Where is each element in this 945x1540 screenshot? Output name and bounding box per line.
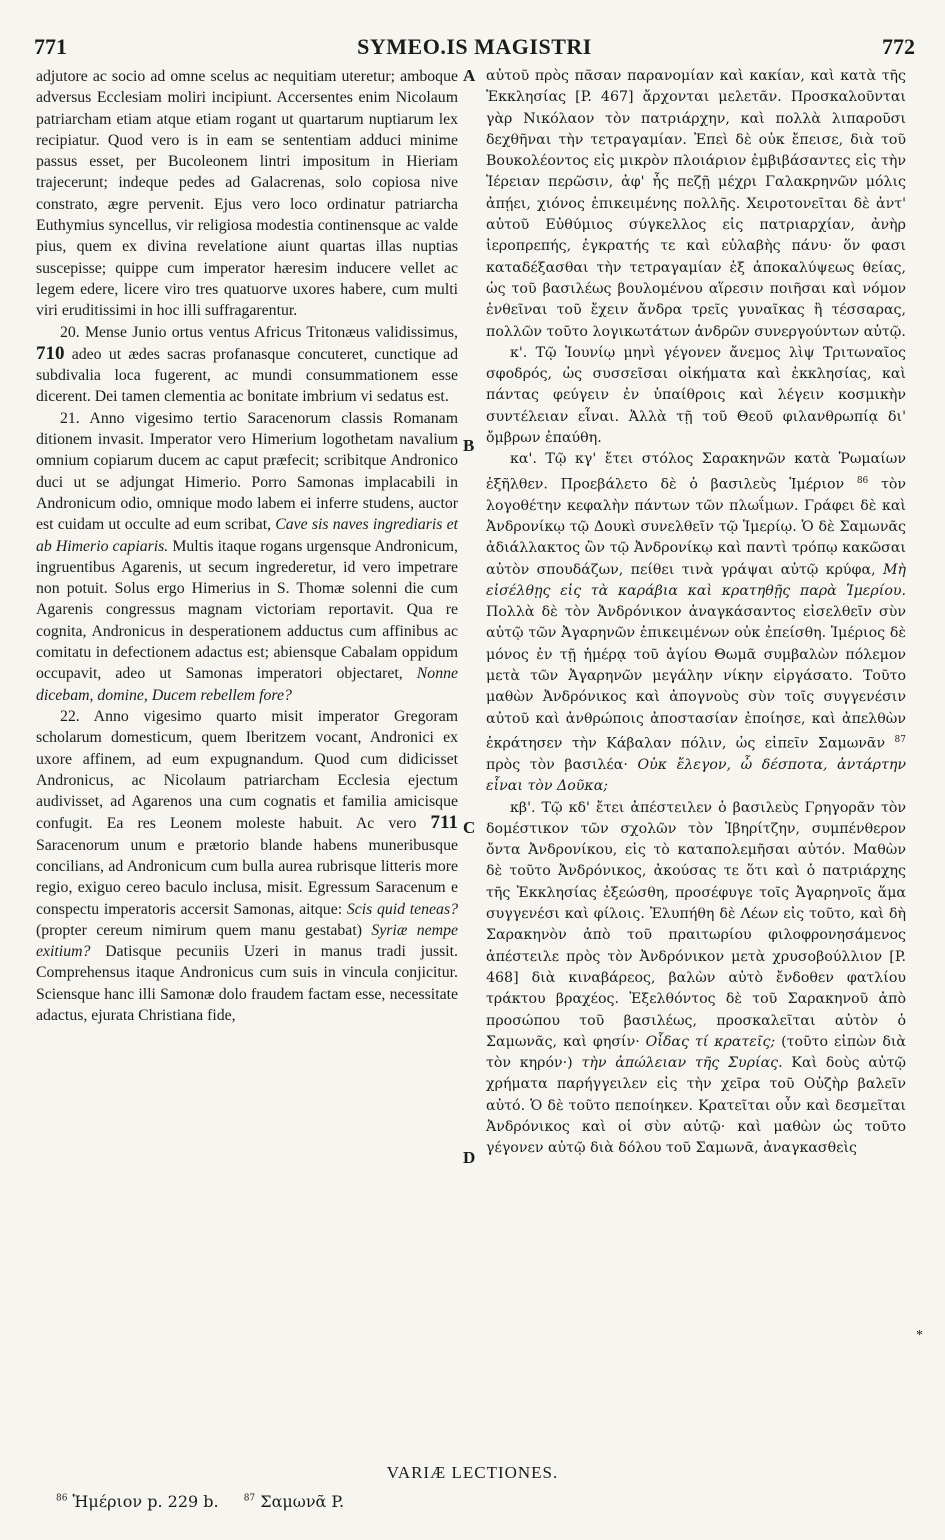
margin-asterisk: *: [916, 1328, 923, 1343]
variae-lectiones-heading: VARIÆ LECTIONES.: [386, 1463, 559, 1482]
greek-paragraph-1: αὐτοῦ πρὸς πᾶσαν παρανομίαν καὶ κακίαν, καὶ κατὰ τῆς Ἐκκλησίας [P. 467] ἄρχονται μελετᾶν. Προσκαλοῦνται γὰρ Νικόλαον τὸν πατριάρχην, καὶ πολλὰ λιπαροῦσι δεχθῆναι τὴν τετραγαμίαν. Ἐπεὶ δὲ οὐκ ἔπεισε, διὰ τοῦ Βουκολέοντος εἰς μικρὸν πλοιάριον ἐμβιβάσαντες εἰς τὴν Ἱέρειαν περῶσιν, ἀφ' ἧς πεζῇ μέχρι Γαλακρηνῶν μόλις ἀπῄει, χιόνος ἐπικειμένης πολλῆς. Χειροτονεῖται δὲ ἀντ' αὐτοῦ Εὐθύμιος σύγκελλος εἰς πατριαρχίαν, ἀνὴρ ἱεροπρεπής, ἐγκρατής τε καὶ εὐλαβὴς πάνυ· ὅν φασι καταδέξασθαι τὴν τετραγαμίαν ἐξ ἀποκαλύψεως θείας, ὡς τοῦ βασιλέως βουλομένου αἵρεσιν ποιῆσαι καὶ νόμον ἐνθεῖναι τοῦ ἔχειν ἄνδρα τρεῖς γυναῖκας ἢ τέσσαρας, πολλῶν τοῦτο λογικωτάτων ἀνδρῶν συνεργούντων αὐτῷ.: [486, 68, 906, 340]
latin-paragraph-22: [36, 706, 458, 1026]
greek-p22-quote-2: τὴν ἀπώλειαν τῆς Συρίας.: [581, 1055, 783, 1072]
latin-p22-text-a: 22. Anno vigesimo quarto misit imperator Gregoram scholarum domesticum, quem Iberitzem vocant, Andronici ex uxore affinem, ad eum expugnandum. Quod cum didicisset Andronicus, ac Nicolaum patriarcham Ecclesia ejectum audivisset, ad Agarenos una cum cognatis et familia amicisque confugit. Ea res Leonem moleste habuit. Ac vero: [36, 707, 458, 833]
latin-p22-text-c: (propter cereum nimirum quem manu gestabat): [36, 921, 362, 939]
latin-paragraph-21: [36, 408, 458, 706]
latin-p22-quote-2: Syriæ nempe exitium?: [36, 921, 458, 961]
variant-note-87-text: Σαμωνᾶ P.: [260, 1492, 345, 1511]
footnote-ref-87: 87: [894, 734, 906, 745]
latin-p21-quote-1: Cave sis naves ingrediaris et ab Himerio capiaris.: [36, 516, 459, 555]
greek-p21-text-d: πρὸς τὸν βασιλέα·: [486, 756, 628, 773]
greek-p21-text-c: Πολλὰ δὲ τὸν Ἀνδρόνικον ἀναγκάσαντος εἰσελθεῖν σὺν αὐτῷ τῶν Ἀγαρηνῶν ἐπικειμένων οὐκ ἐπείσθη. Ἱμέριος δὲ μόνος ἐν τῇ ἡμέρᾳ τοῦ ἁγίου Θωμᾶ συμβαλὼν πόλεμον μετὰ τῶν Ἀγαρηνῶν μεγάλην νίκην εἰργάσατο. Τοῦτο μαθὼν Ἀνδρόνικος καὶ ἀπογνοὺς σὺν τοῖς συγγενέσιν αὐτοῦ καὶ ἀνθρώποις ἀποστασίαν ἐποίησε, καὶ ἀπελθὼν ἐκράτησεν τὴν Κάβαλαν πόλιν, ὡς εἰπεῖν Σαμωνᾶν: [486, 604, 906, 752]
variant-note-86-number: 86: [56, 1493, 68, 1504]
latin-p21-quote-2: Nonne dicebam, domine, Ducem rebellem fore?: [36, 665, 459, 704]
latin-p21-text-b: Multis itaque rogans urgensque Andronicum, ingruentibus Agarenis, ut secum ingrederetur, id vero impetrare non potuit. Solus ergo Himerius in S. Thomæ solenni die cum Agarenis congressus magnam victoriam reportavit. Qua re cognita, Andronicus in desperationem adductus cum affinibus ac comitatu in defectionem adactus est; abiensque Cabalam oppidum occupavit, adeo ut Samonas imperatori objectaret,: [36, 537, 459, 683]
right-page-number: 772: [882, 34, 915, 59]
greek-p21-text-a: κα'. Τῷ κγ' ἔτει στόλος Σαρακηνῶν κατὰ Ῥωμαίων ἐξῆλθεν. Προεβάλετο δὲ ὁ βασιλεὺς Ἱμέριον: [486, 451, 906, 493]
latin-p22-text-d: Datisque pecuniis Uzeri in manus tradi jussit. Comprehensus itaque Andronicus cum suis in vincula conjicitur. Sciensque hanc illi Samonæ dolo fraudem factam esse, necessitate adactus, ejurata Christiana fide,: [36, 943, 458, 1025]
greek-paragraph-20: κ'. Τῷ Ἰουνίῳ μηνὶ γέγονεν ἄνεμος λὶψ Τριτωναῖος σφοδρός, ὡς συσσεῖσαι οἰκήματα καὶ ἐκκλησίας, καὶ πάντας φεύγειν ἐν ὑπαίθροις καὶ λέγειν κοσμικὴν συντέλειαν εἶναι. Ἀλλὰ τῇ τοῦ Θεοῦ φιλανθρωπίᾳ δι' ὄμβρων ἐπαύθη.: [486, 344, 906, 447]
greek-paragraph-21: [486, 449, 906, 797]
left-page-number: 771: [34, 34, 67, 59]
latin-p21-text-a: 21. Anno vigesimo tertio Saracenorum classis Romanam ditionem invasit. Imperator vero Himerium logothetam navalium omnium copiarum ducem ac caput præfecit; scribitque Andronico duci ut se adjungat Himerio. Porro Samonas implacabili in Andronicum odio, omnique modo labem ei inferre studens, auctor est cuidam ut occulte ad eum scribat,: [36, 409, 458, 534]
latin-paragraph-20: [36, 322, 458, 408]
section-marker-c: C: [463, 818, 476, 837]
latin-p20-text-a: 20. Mense Junio ortus ventus Africus Tritonæus validissimus,: [60, 323, 458, 341]
greek-p21-quote-2: Οὐκ ἔλεγον, ὦ δέσποτα, ἀντάρτην εἶναι τὸν Δοῦκα;: [486, 756, 906, 795]
margin-number-711: 711: [430, 812, 458, 834]
variant-readings: [56, 1492, 364, 1511]
section-marker-b: B: [463, 436, 475, 455]
greek-p21-text-b: τὸν λογοθέτην κεφαλὴν πάντων τῶν πλωΐμων. Γράφει δὲ καὶ Ἀνδρονίκῳ τῷ Δουκὶ συνελθεῖν τῷ Ἱμερίῳ. Ὁ δὲ Σαμωνᾶς ἀδιάλλακτος ὢν τῷ Ἀνδρονίκῳ καὶ παντὶ τρόπῳ κακῶσαι αὐτὸν σπουδάζων, πείθει τινὰ γράψαι αὐτῷ κρύφα,: [486, 476, 906, 578]
variant-note-86-text: Ἡμέριον p. 229 b.: [72, 1492, 219, 1511]
footnote-ref-86: 86: [856, 475, 869, 486]
latin-p20-text-b: adeo ut ædes sacras profanasque concuteret, cunctique ad subdivalia loca fugerent, ac mundi consummationem esse dicerent. Dei tamen clementia ac bonitate imbrium vi sedatus est.: [36, 345, 458, 406]
section-marker-a: A: [463, 66, 476, 85]
greek-p22-text-c: Καὶ δοὺς αὐτῷ χρήματα παρήγγειλεν εἰς τὴν χεῖρα τοῦ Οὐζὴρ βαλεῖν αὐτό. Ὁ δὲ τοῦτο πεποίηκεν. Κρατεῖται οὖν καὶ δεσμεῖται Ἀνδρόνικος καὶ οἱ σὺν αὐτῷ· καὶ μαθὼν ὡς τοῦτο γέγονεν αὐτῷ διὰ δόλου τοῦ Σαμωνᾶ, ἀναγκασθεὶς: [486, 1055, 907, 1157]
greek-p21-quote-1: Μὴ εἰσέλθῃς εἰς τὰ καράβια καὶ κρατηθῇς παρὰ Ἱμερίου.: [486, 561, 906, 599]
variant-note-87-number: 87: [243, 1493, 256, 1504]
greek-p22-quote-1: Οἶδας τί κρατεῖς;: [645, 1033, 776, 1050]
running-title: SYMEO⁠.⁠IS MAGISTRI: [357, 34, 592, 59]
latin-column: [36, 66, 458, 1026]
greek-p22-text-b: (τοῦτο εἰπὼν διὰ τὸν κηρόν·): [486, 1033, 907, 1072]
variant-note-86: [56, 1492, 229, 1511]
greek-paragraph-22: [486, 798, 906, 1160]
latin-p22-quote-1: Scis quid teneas?: [346, 900, 458, 918]
greek-p22-text-a: κβ'. Τῷ κδ' ἔτει ἀπέστειλεν ὁ βασιλεὺς Γρηγορᾶν τὸν δομέστικον τῶν σχολῶν τὸν Ἰβηρίτζην, συμπένθερον ὄντα Ἀνδρονίκου, εἰς τὸ καταπολεμῆσαι αὐτόν. Μαθὼν δὲ τοῦτο Ἀνδρόνικος, ἀκούσας τε ὅτι καὶ ὁ πατριάρχης τῆς Ἐκκλησίας ἐξεώσθη, προσέφυγε τοῖς Ἀγαρηνοῖς ἅμα συγγενέσι καὶ φίλοις. Ἐλυπήθη δὲ Λέων εἰς τοῦτο, καὶ δὴ Σαρακηνὸν ἀπὸ τοῦ πραιτωρίου φιλοφρονησάμενος ἀπέστειλε πρὸς τὸν Ἀνδρόνικον μετὰ χρυσοβούλλιον [P. 468] διὰ κιναβάρεος, βαλὼν αὐτὸ ἔνδοθεν φατλίου τράκτου βραχέος. Ἐξελθόντος δὲ τοῦ Σαρακηνοῦ ἀπὸ προσώπου τοῦ βασιλέως, προσκαλεῖται αὐτὸν ὁ Σαμωνᾶς, καὶ φησίν·: [486, 799, 906, 1050]
section-marker-d: D: [463, 1148, 476, 1167]
margin-number-710: 710: [36, 342, 65, 364]
greek-column: [486, 66, 906, 1160]
latin-paragraph-1: adjutore ac socio ad omne scelus ac nequitiam uteretur; amboque adversus Ecclesiam moliri incipiunt. Accersentes enim Nicolaum patriarcham etiam atque etiam rogant ut quartarum nuptiarum lex recipiatur. Quod vero is in eam se sententiam adduci minime passus esset, per Bucoleonem lintri impositum in Hieriam trajecerunt; indeque pedes ad Galacrenas, solo copiosa nive constrato, ægre pervenit. Ejus vero loco ordinatur patriarcha Euthymius syncellus, vir religiosa modestia continensque ac valde pius, quem ex divina revelatione aiunt quartas illas nuptias suscepisse; quippe cum imperator hæresim inducere vellet ac legem edere, licere viro tres quatuorve uxores habere, cum multi viri eruditissimi in hoc illi suffragarentur.: [36, 68, 458, 320]
running-header: [34, 30, 915, 60]
variant-note-87: [244, 1492, 354, 1511]
latin-p22-text-b: Saracenorum unum e prætorio blande habens muneribusque concilians, ad Andronicum cum bulla aurea rubrisque litteris more regio, exiguo cereo baculo inclusa, misit. Egressum Saracenum e conspectu imperatoris accersit Samonas, aitque:: [36, 836, 458, 918]
